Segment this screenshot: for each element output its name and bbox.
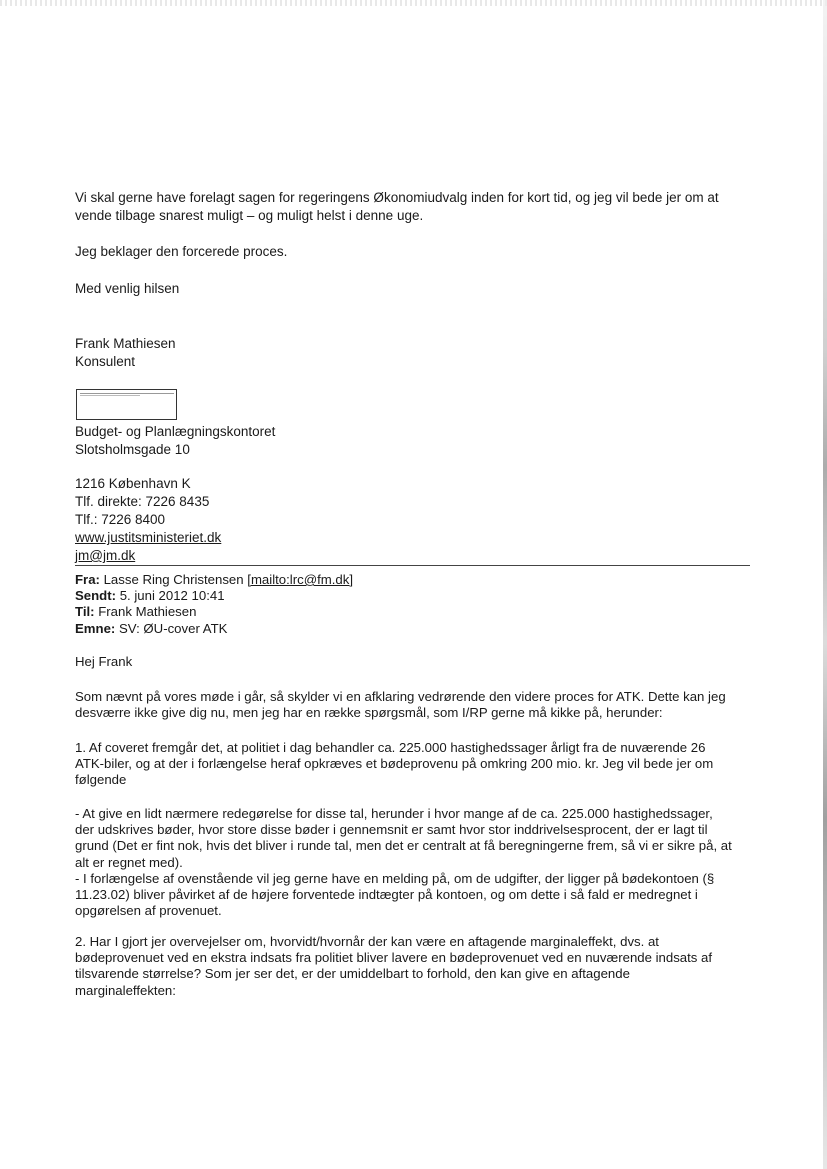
- email-separator: [75, 565, 750, 566]
- email-paragraph-4: [75, 934, 765, 999]
- paragraph-line: Som nævnt på vores møde i går, så skylder vi en afklaring vedrørende den videre proces for ATK. Dette kan jeg: [75, 689, 726, 704]
- signature-street: Slotsholmsgade 10: [75, 442, 190, 457]
- signature-contact-block: [75, 475, 765, 565]
- signature-phone: Tlf.: 7226 8400: [75, 512, 166, 527]
- email-paragraph-3: [75, 806, 765, 919]
- signature-direct-phone: Tlf. direkte: 7226 8435: [75, 494, 210, 509]
- closing-line: Med venlig hilsen: [75, 281, 180, 296]
- from-mailto-link[interactable]: [mailto:lrc@fm.dk]: [247, 572, 353, 587]
- scan-edge-top: [0, 0, 827, 6]
- paragraph-line: alt er regnet med).: [75, 854, 183, 870]
- paragraph-line: marginaleffekten:: [75, 982, 176, 998]
- signature-address-block: [75, 423, 765, 459]
- paragraph-line: opgørelsen af provenuet.: [75, 903, 222, 919]
- subject-label: Emne:: [75, 620, 116, 636]
- paragraph-line: følgende: [75, 772, 127, 788]
- paragraph-line: desværre ikke give dig nu, men jeg har en række spørgsmål, som I/RP gerne må kikke på, herunder:: [75, 705, 663, 721]
- email-link[interactable]: jm@jm.dk: [75, 548, 136, 563]
- paragraph-line: bødeprovenuet ved en ekstra indsats fra politiet bliver lavere en bødeprovenuet ved en nuværende indsats af: [75, 950, 713, 966]
- paragraph-line: tilsvarende størrelse? Som jer ser det, er der umiddelbart to forhold, den kan give en aftagende: [75, 966, 630, 982]
- email-paragraph-1: [75, 689, 765, 721]
- email-paragraph-2: [75, 740, 765, 789]
- paragraph-line: grund (Det er fint nok, hvis det bliver i runde tal, men det er centralt at få beregningerne frem, så vi er sikre på, at: [75, 838, 732, 854]
- to-label: Til:: [75, 604, 95, 620]
- signature-name: Frank Mathiesen: [75, 336, 176, 351]
- from-value: Lasse Ring Christensen: [103, 572, 244, 587]
- header-to-row: [75, 604, 765, 620]
- header-subject-row: [75, 621, 765, 637]
- scan-edge-right: [823, 0, 827, 1169]
- website-link[interactable]: www.justitsministeriet.dk: [75, 530, 222, 545]
- signature-office: Budget- og Planlægningskontoret: [75, 424, 276, 439]
- ministry-logo-image: [76, 389, 177, 420]
- paragraph-line: 1. Af coveret fremgår det, at politiet i dag behandler ca. 225.000 hastighedssager årligt fra de nuværende 26: [75, 740, 706, 755]
- sent-label: Sendt:: [75, 588, 117, 604]
- apology-line: Jeg beklager den forcerede proces.: [75, 244, 288, 259]
- paragraph-line: 2. Har I gjort jer overvejelser om, hvorvidt/hvornår der kan være en aftagende marginaleffekt, dvs. at: [75, 934, 659, 949]
- sent-value: 5. juni 2012 10:41: [119, 588, 225, 604]
- paragraph-line: 11.23.02) bliver påvirket af de højere forventede indtægter på kontoen, og om dette i så fald er medregnet i: [75, 887, 698, 903]
- header-from-row: [75, 572, 765, 588]
- letter-intro: [75, 189, 765, 225]
- paragraph-line: - At give en lidt nærmere redegørelse for disse tal, herunder i hvor mange af de ca. 225.000 hastighedssager,: [75, 806, 713, 821]
- subject-value: SV: ØU-cover ATK: [118, 620, 228, 636]
- signature-name-block: [75, 335, 765, 371]
- intro-line-2: vende tilbage snarest muligt – og muligt helst i denne uge.: [75, 208, 424, 223]
- to-value: Frank Mathiesen: [98, 604, 197, 620]
- paragraph-line: - I forlængelse af ovenstående vil jeg gerne have en melding på, om de udgifter, der ligger på bødekontoen (§: [75, 870, 715, 886]
- signature-postal: 1216 København K: [75, 476, 191, 491]
- header-sent-row: [75, 588, 765, 604]
- email-header: [75, 572, 765, 637]
- from-label: Fra:: [75, 572, 100, 587]
- signature-title: Konsulent: [75, 354, 136, 369]
- paragraph-line: der udskrives bøder, hvor store disse bøder i gennemsnit er samt hvor stor inddrivelsesprocent, der er lagt til: [75, 822, 708, 838]
- email-greeting: Hej Frank: [75, 654, 133, 669]
- paragraph-line: ATK-biler, og at der i forlængelse heraf opkræves et bødeprovenu på omkring 200 mio. kr. Jeg vil bede jer om: [75, 756, 714, 772]
- intro-line-1: Vi skal gerne have forelagt sagen for regeringens Økonomiudvalg inden for kort tid, og jeg vil bede jer om at: [75, 190, 719, 205]
